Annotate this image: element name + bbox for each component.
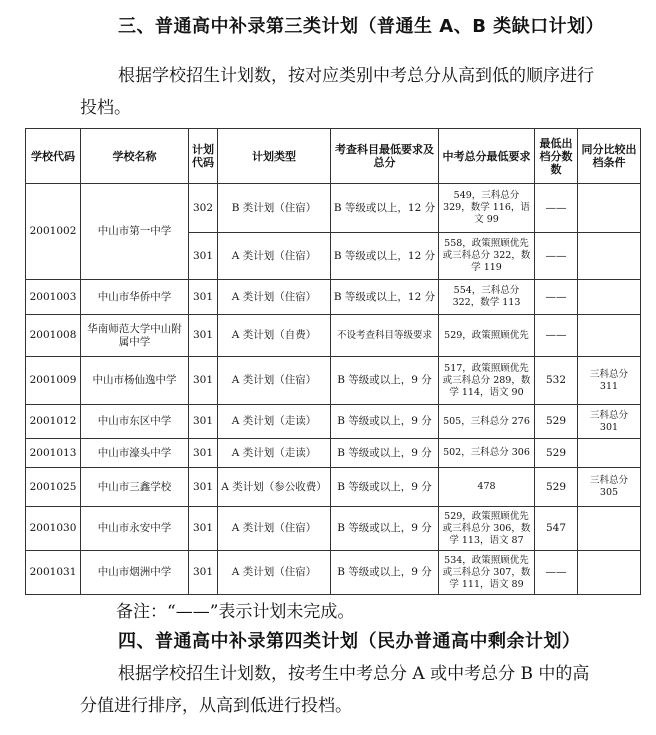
table-row	[26, 405, 641, 439]
subject-requirement: B 等级或以上，12 分	[331, 280, 439, 315]
min-score: 529	[535, 405, 578, 439]
subject-requirement: B 等级或以上，9 分	[331, 551, 439, 595]
score-requirement: 558，政策照顾优先或三科总分 322，数学 119	[439, 233, 535, 280]
school-name: 中山市第一中学	[81, 184, 189, 280]
school-code: 2001002	[26, 184, 81, 280]
subject-requirement: B 等级或以上，9 分	[331, 439, 439, 468]
score-requirement: 529，政策照顾优先	[439, 315, 535, 357]
plan-type: A 类计划（参公收费）	[218, 468, 331, 507]
school-name: 中山市杨仙逸中学	[81, 357, 189, 405]
min-score: 529	[535, 439, 578, 468]
plan-code: 301	[189, 280, 218, 315]
subject-requirement: B 等级或以上，9 分	[331, 405, 439, 439]
tie-rule	[578, 507, 641, 551]
min-score: ——	[535, 280, 578, 315]
tie-rule	[578, 280, 641, 315]
header-plan-code: 计划代码	[189, 129, 218, 184]
plan-code: 301	[189, 315, 218, 357]
plan-type: A 类计划（住宿）	[218, 280, 331, 315]
min-score: ——	[535, 551, 578, 595]
tie-rule: 三科总分 305	[578, 468, 641, 507]
min-score: 547	[535, 507, 578, 551]
admission-table	[25, 128, 641, 595]
min-score: ——	[535, 233, 578, 280]
plan-code: 301	[189, 468, 218, 507]
school-name: 中山市东区中学	[81, 405, 189, 439]
table-row	[26, 507, 641, 551]
score-requirement: 529，政策照顾优先或三科总分 306，数学 113，语文 87	[439, 507, 535, 551]
tie-rule	[578, 315, 641, 357]
table-note: 备注：“——”表示计划未完成。	[116, 602, 355, 622]
school-code: 2001025	[26, 468, 81, 507]
min-score: ——	[535, 184, 578, 233]
school-code: 2001031	[26, 551, 81, 595]
plan-code: 301	[189, 551, 218, 595]
header-min-score: 最低出档分数数	[535, 129, 578, 184]
plan-type: A 类计划（走读）	[218, 405, 331, 439]
plan-code: 301	[189, 507, 218, 551]
section3-description: 根据学校招生计划数，按对应类别中考总分从高到低的顺序进行投档。	[80, 66, 594, 118]
header-subject-requirement: 考查科目最低要求及总分	[331, 129, 439, 184]
table-row	[26, 468, 641, 507]
school-name: 华南师范大学中山附属中学	[81, 315, 189, 357]
subject-requirement: B 等级或以上，12 分	[331, 233, 439, 280]
min-score: 529	[535, 468, 578, 507]
score-requirement: 534，政策照顾优先或三科总分 307，数学 111，语文 89	[439, 551, 535, 595]
plan-type: A 类计划（走读）	[218, 439, 331, 468]
score-requirement: 517，政策照顾优先或三科总分 289，数学 114，语文 90	[439, 357, 535, 405]
plan-type: A 类计划（住宿）	[218, 233, 331, 280]
table-header-row	[26, 129, 641, 184]
plan-type: A 类计划（自费）	[218, 315, 331, 357]
plan-code: 301	[189, 439, 218, 468]
table-row	[26, 280, 641, 315]
score-requirement: 478	[439, 468, 535, 507]
section4-title: 四、普通高中补录第四类计划（民办普通高中剩余计划）	[118, 631, 581, 652]
score-requirement: 554，三科总分 322，数学 113	[439, 280, 535, 315]
table-row	[26, 357, 641, 405]
school-name: 中山市濠头中学	[81, 439, 189, 468]
header-school-code: 学校代码	[26, 129, 81, 184]
plan-type: A 类计划（住宿）	[218, 507, 331, 551]
plan-type: B 类计划（住宿）	[218, 184, 331, 233]
score-requirement: 549，三科总分 329，数学 116，语文 99	[439, 184, 535, 233]
tie-rule	[578, 439, 641, 468]
score-requirement: 505，三科总分 276	[439, 405, 535, 439]
tie-rule	[578, 233, 641, 280]
subject-requirement: B 等级或以上，9 分	[331, 507, 439, 551]
section4-description: 根据学校招生计划数，按考生中考总分 A 或中考总分 B 中的高分值进行排序，从高到低进行投档。	[80, 664, 590, 716]
header-school-name: 学校名称	[81, 129, 189, 184]
school-code: 2001008	[26, 315, 81, 357]
school-name: 中山市烟洲中学	[81, 551, 189, 595]
table-row	[26, 184, 641, 233]
tie-rule	[578, 551, 641, 595]
school-name: 中山市华侨中学	[81, 280, 189, 315]
section3-title: 三、普通高中补录第三类计划（普通生 A、B 类缺口计划）	[118, 16, 605, 37]
school-name: 中山市永安中学	[81, 507, 189, 551]
plan-code: 302	[189, 184, 218, 233]
header-tie-rule: 同分比较出档条件	[578, 129, 641, 184]
school-code: 2001030	[26, 507, 81, 551]
tie-rule	[578, 184, 641, 233]
school-code: 2001003	[26, 280, 81, 315]
tie-rule: 三科总分 311	[578, 357, 641, 405]
subject-requirement: B 等级或以上，12 分	[331, 184, 439, 233]
header-score-requirement: 中考总分最低要求	[439, 129, 535, 184]
plan-type: A 类计划（住宿）	[218, 551, 331, 595]
plan-code: 301	[189, 357, 218, 405]
score-requirement: 502，三科总分 306	[439, 439, 535, 468]
school-code: 2001009	[26, 357, 81, 405]
subject-requirement: 不设考查科目等级要求	[331, 315, 439, 357]
table-row	[26, 315, 641, 357]
school-code: 2001012	[26, 405, 81, 439]
table-row	[26, 439, 641, 468]
header-plan-type: 计划类型	[218, 129, 331, 184]
plan-code: 301	[189, 233, 218, 280]
min-score: ——	[535, 315, 578, 357]
plan-code: 301	[189, 405, 218, 439]
school-code: 2001013	[26, 439, 81, 468]
subject-requirement: B 等级或以上，9 分	[331, 468, 439, 507]
subject-requirement: B 等级或以上，9 分	[331, 357, 439, 405]
table-row	[26, 551, 641, 595]
plan-type: A 类计划（住宿）	[218, 357, 331, 405]
school-name: 中山市三鑫学校	[81, 468, 189, 507]
min-score: 532	[535, 357, 578, 405]
tie-rule: 三科总分 301	[578, 405, 641, 439]
